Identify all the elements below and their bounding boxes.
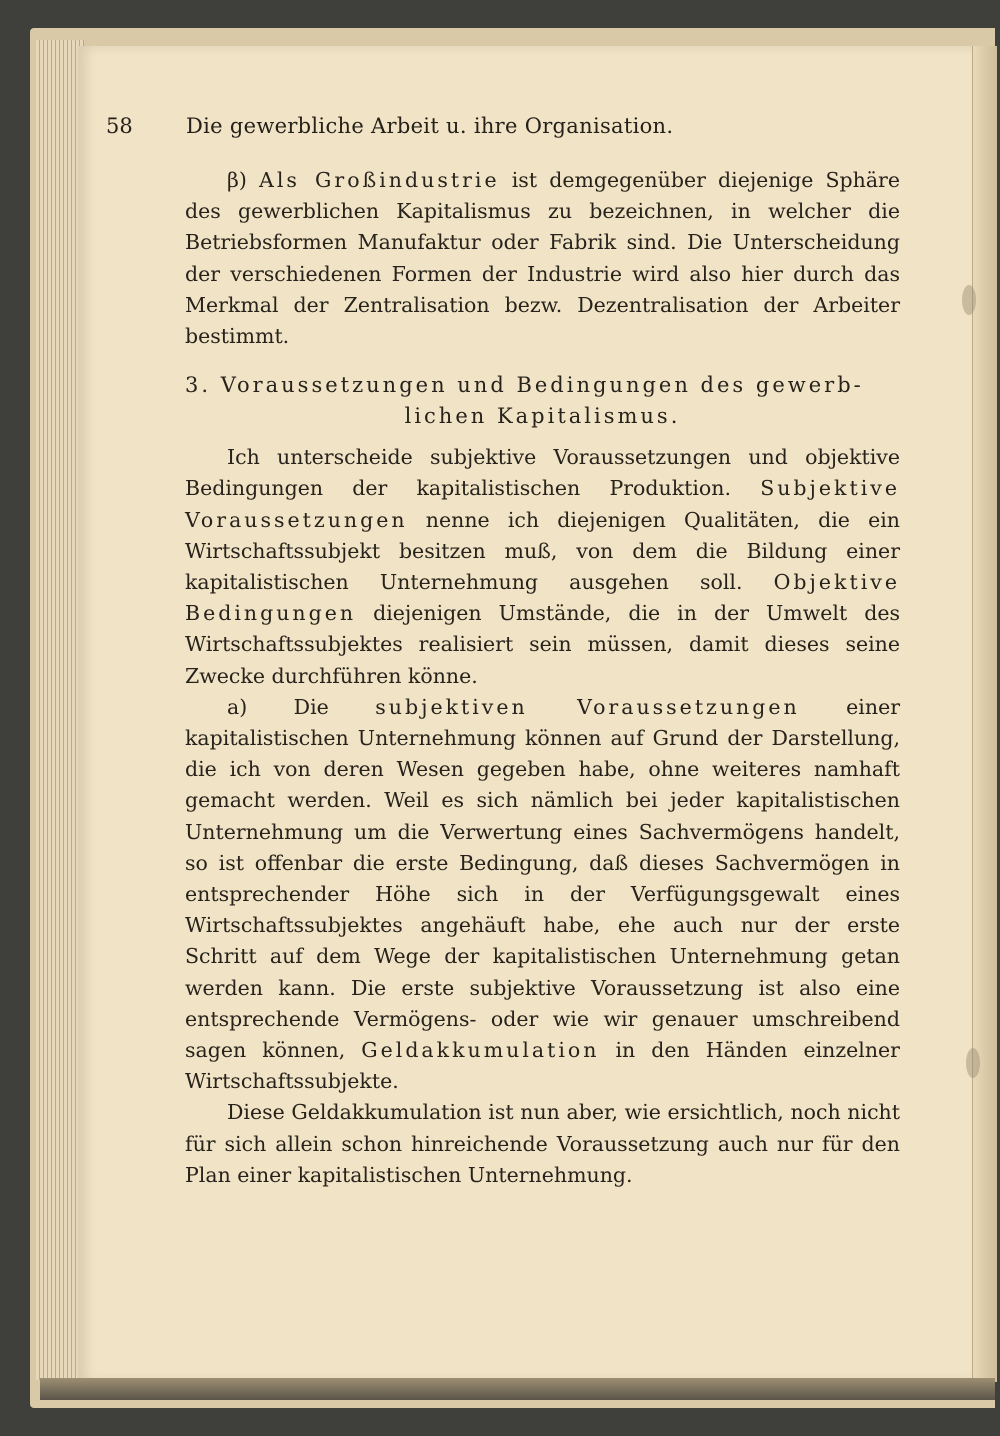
emphasized-term: subjektiven Voraussetzungen — [375, 694, 800, 719]
paragraph-text: a) Die — [227, 694, 329, 719]
paragraph-text: einer kapitalistischen Unternehmung können auf Grund der Darstellung, die ich von deren Wesen gegeben habe, ohne weiteres namhaft gemacht werden. Weil es sich nämlich bei jeder kapitalistischen Unternehmung um die Verwertung eines Sachvermögens handelt, so ist offenbar die erste Bedingung, daß dieses Sachvermögen in entsprechender Höhe sich in der Verfügungsgewalt eines Wirtschaftssubjektes angehäuft habe, ehe auch nur der erste Schritt auf dem Wege der kapitalistischen Unternehmung getan werden kann. Die erste subjektive Voraussetzung ist also eine entsprechende Vermögens- oder wie wir genauer umschreibend sagen können, — [185, 694, 900, 1063]
paragraph-text: nenne ich diejenigen Qualitäten, die ein Wirtschaftssubjekt besitzen muß, von dem die Bildung einer kapitalistischen Unternehmung ausgehen soll. — [185, 507, 900, 595]
paragraph-text: ist demgegenüber diejenige Sphäre des gewerblichen Kapitalismus zu bezeichnen, in welcher die Betriebsformen Manufaktur oder Fabrik sind. Die Unterscheidung der verschiedenen Formen der Industrie wird also hier durch das Merkmal der Zentralisation bezw. Dezentralisation der Arbeiter bestimmt. — [185, 168, 900, 349]
page-smudge — [962, 285, 976, 315]
paragraph-text: in den Händen einzelner Wirtschaftssubjekte. — [185, 1038, 900, 1094]
section-heading-line: 3. Voraussetzungen und Bedingungen des gewerb- — [185, 373, 864, 398]
page-smudge — [966, 1048, 980, 1078]
paragraph-definitions — [185, 442, 900, 692]
emphasized-term: Geldakkumulation — [361, 1038, 600, 1063]
emphasized-term: Subjektive Voraussetzungen — [185, 476, 900, 532]
paragraph-money-accumulation — [185, 1097, 900, 1191]
body-text — [185, 165, 900, 1191]
paragraph-grossindustrie — [185, 165, 900, 352]
book-bottom-edge — [40, 1378, 995, 1400]
running-header — [106, 114, 896, 150]
paragraph-text: diejenigen Umstände, die in der Umwelt des Wirtschaftssubjektes realisiert sein müssen, damit dieses seine Zwecke durchführen könne. — [185, 601, 900, 688]
next-page-edge — [972, 46, 997, 1382]
enumeration-marker: β) — [227, 168, 247, 192]
running-title: Die gewerbliche Arbeit u. ihre Organisation. — [186, 114, 674, 138]
section-heading — [185, 370, 900, 432]
paragraph-subjective-conditions — [185, 692, 900, 1098]
section-heading-line: lichen Kapitalismus. — [404, 404, 681, 429]
page-number: 58 — [106, 114, 133, 138]
paragraph-text: Diese Geldakkumulation ist nun aber, wie ersichtlich, noch nicht für sich allein schon hinreichende Voraussetzung auch nur für den Plan einer kapitalistischen Unternehmung. — [185, 1100, 900, 1187]
emphasized-term: Als Großindustrie — [259, 168, 500, 192]
paragraph-text: Ich unterscheide subjektive Voraussetzungen und objektive Bedingungen der kapitalistischen Produktion. — [185, 445, 900, 501]
emphasized-term: Objektive Bedingungen — [185, 570, 900, 626]
page-stack-edge — [36, 40, 84, 1380]
